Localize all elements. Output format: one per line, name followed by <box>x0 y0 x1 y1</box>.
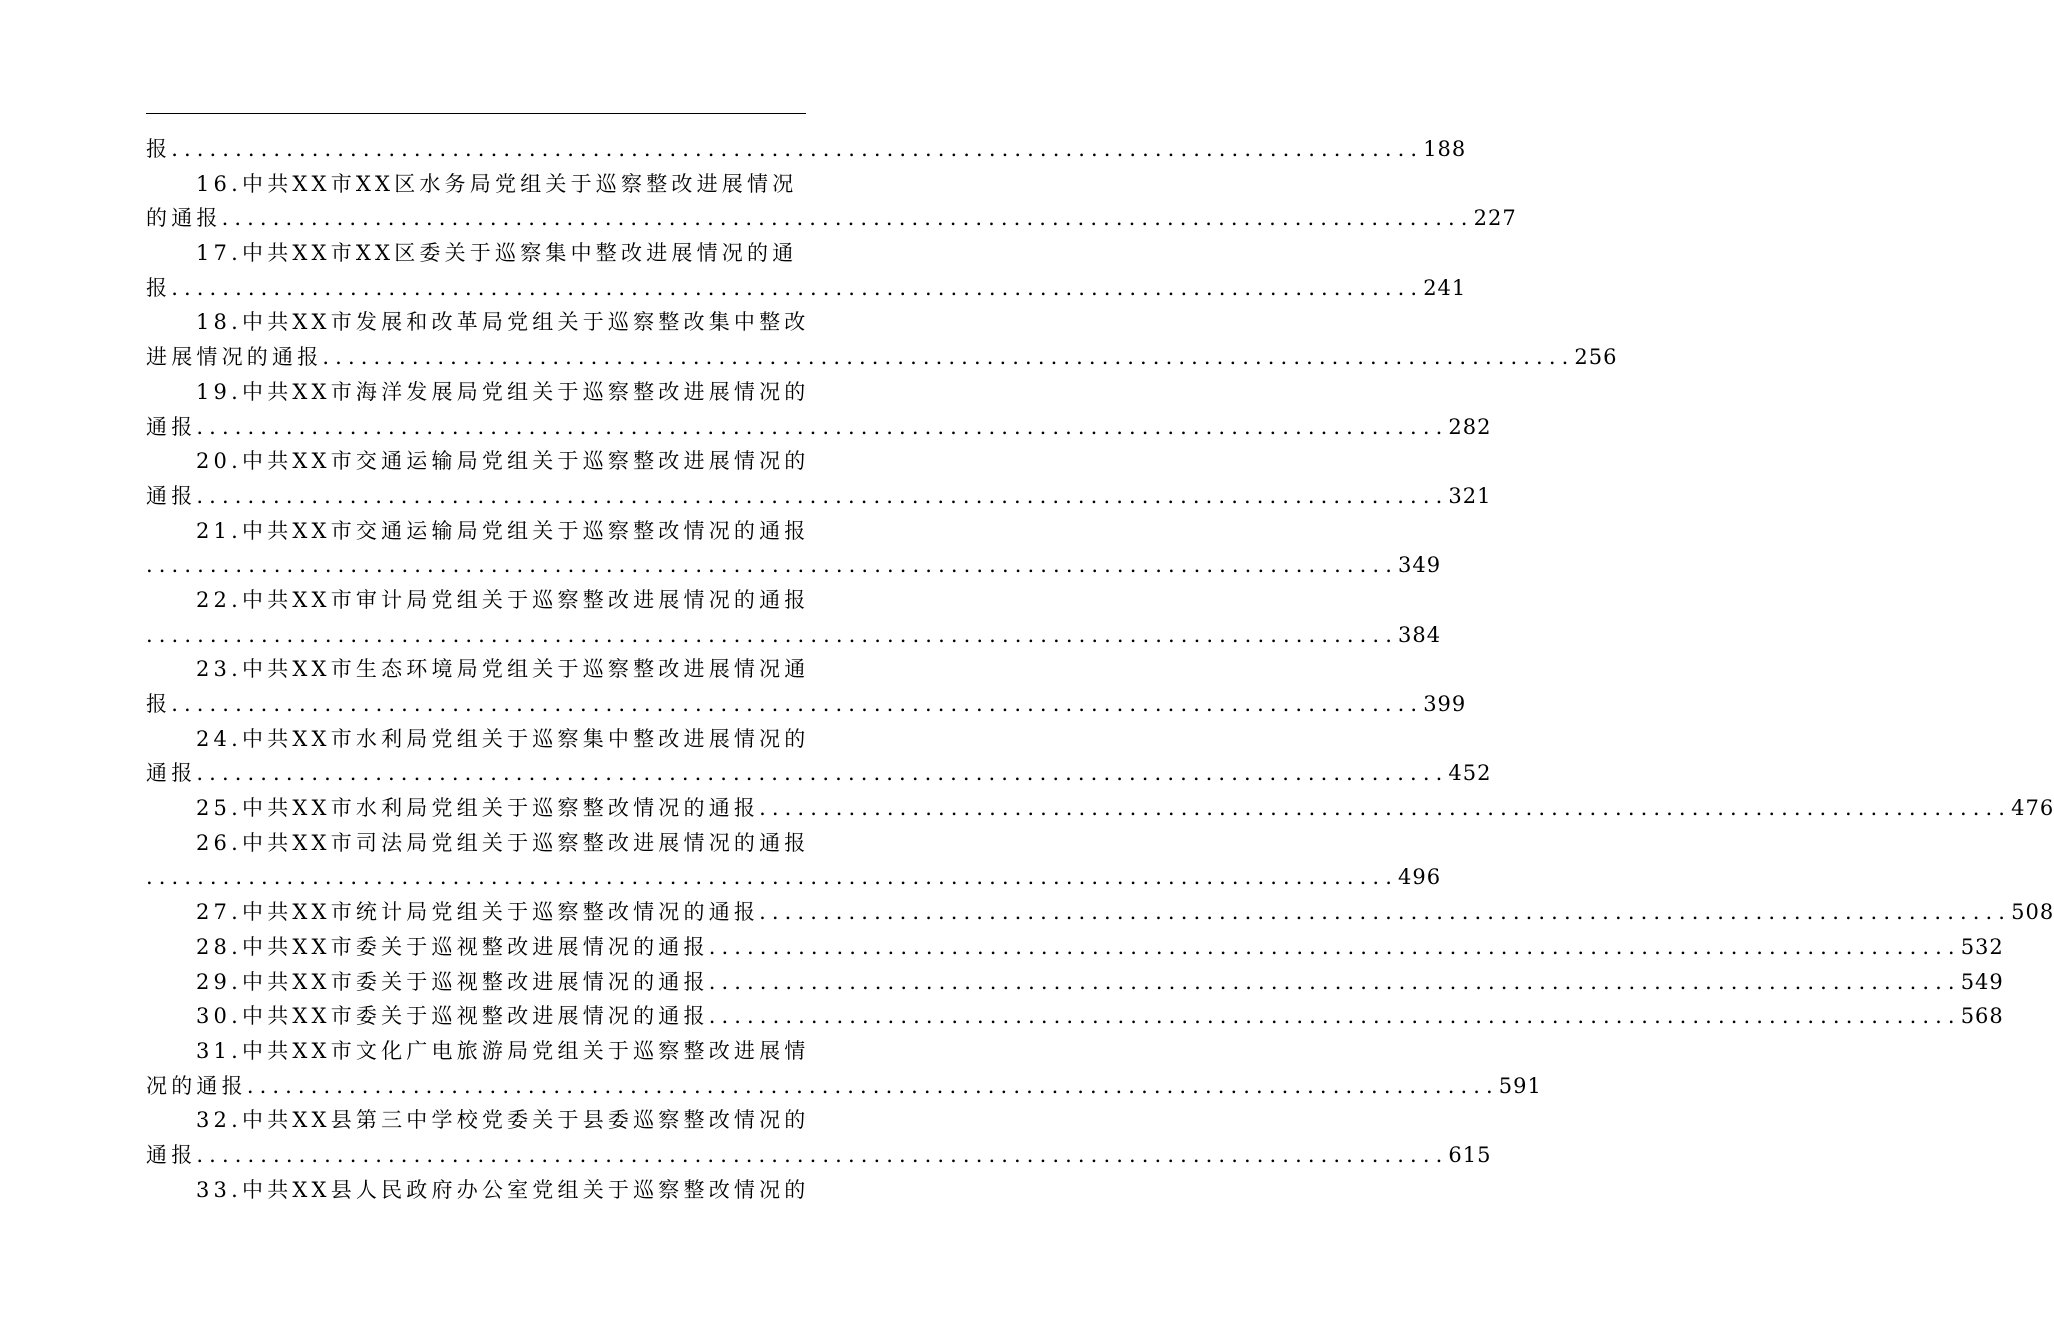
toc-leader-dots: .................................................................................................. <box>708 969 1961 994</box>
toc-entry-line <box>146 999 2004 1034</box>
toc-leader-dots: .................................................................................................. <box>196 414 1449 439</box>
toc-leader-dots: .................................................................................................. <box>146 553 1398 578</box>
toc-page-number: 384 <box>1397 622 1442 647</box>
toc-entry-line <box>146 410 1492 445</box>
toc-entry-line <box>146 895 2054 930</box>
toc-leader-dots: .................................................................................................. <box>708 1004 1961 1029</box>
toc-leader-dots: .................................................................................................. <box>171 137 1424 161</box>
toc-entry-title <box>146 514 810 549</box>
toc-entry-line <box>146 479 1492 514</box>
toc-entry-title <box>146 167 806 202</box>
toc-entry-line <box>146 756 1492 791</box>
toc-leader-dots: .................................................................................................. <box>759 900 2012 925</box>
toc-entry-title <box>146 722 810 757</box>
toc-leader-dots: .................................................................................................. <box>171 692 1424 716</box>
toc-page-number: 532 <box>1960 934 2004 959</box>
toc-entry-text: 报 <box>146 275 172 300</box>
toc-leader-dots: .................................................................................................. <box>196 1142 1449 1167</box>
toc-entry-line <box>146 618 1442 653</box>
toc-page-number: 615 <box>1448 1142 1492 1167</box>
toc-page-number: 227 <box>1473 206 1517 231</box>
toc-page-number: 508 <box>2011 900 2054 925</box>
toc-entry-text: 通报 <box>146 414 197 439</box>
toc-entry-text: 16.中共XX市XX区水务局党组关于巡察整改进展情况 <box>196 171 798 196</box>
header-rule <box>146 113 806 114</box>
toc-entry-line <box>146 548 1442 583</box>
toc-entry-text: 通报 <box>146 1142 197 1167</box>
toc-entry-text: 21.中共XX市交通运输局党组关于巡察整改情况的通报 <box>196 518 810 543</box>
toc-entry-title <box>146 236 806 271</box>
toc-entry-title <box>146 1034 810 1069</box>
toc-entry-text: 报 <box>146 137 172 161</box>
toc-entry-text: 23.中共XX市生态环境局党组关于巡察整改进展情况通 <box>196 657 810 682</box>
toc-entry-text: 31.中共XX市文化广电旅游局党组关于巡察整改进展情 <box>196 1038 810 1063</box>
toc-entry-text: 26.中共XX市司法局党组关于巡察整改进展情况的通报 <box>196 830 810 855</box>
toc-entry-line <box>146 860 1442 895</box>
toc-leader-dots: .................................................................................................. <box>196 761 1449 786</box>
toc-entry-text: 28.中共XX市委关于巡视整改进展情况的通报 <box>196 934 709 959</box>
toc-entry-text: 25.中共XX市水利局党组关于巡察整改情况的通报 <box>196 796 760 821</box>
toc-page-number: 476 <box>2011 796 2054 821</box>
toc-entry-text: 进展情况的通报 <box>146 345 323 370</box>
toc-entry-text: 22.中共XX市审计局党组关于巡察整改进展情况的通报 <box>196 587 810 612</box>
toc-entry-title <box>146 1173 810 1208</box>
toc-leader-dots: .................................................................................................. <box>246 1073 1499 1098</box>
toc-leader-dots: .................................................................................................. <box>759 796 2012 821</box>
toc-page-number: 549 <box>1960 969 2004 994</box>
toc-entry-title <box>146 583 810 618</box>
toc-entry-line <box>146 1138 1492 1173</box>
toc-page-number: 591 <box>1498 1073 1542 1098</box>
toc-leader-dots: .................................................................................................. <box>146 865 1398 890</box>
toc-leader-dots: .................................................................................................. <box>146 622 1398 647</box>
toc-entry-line <box>146 1069 1542 1104</box>
toc-entry-text: 报 <box>146 692 172 716</box>
toc-page-number: 321 <box>1448 483 1492 508</box>
toc-leader-dots: .................................................................................................. <box>221 206 1474 231</box>
toc-leader-dots: .................................................................................................. <box>708 934 1961 959</box>
toc-leader-dots: .................................................................................................. <box>171 275 1424 300</box>
toc-entry-title <box>146 305 810 340</box>
toc-page-number: 452 <box>1448 761 1492 786</box>
toc-page-number: 399 <box>1423 692 1467 716</box>
toc-entry-line <box>146 965 2004 1000</box>
toc-entry-line <box>146 340 1618 375</box>
toc-page-number: 496 <box>1397 865 1442 890</box>
toc-entry-text: 19.中共XX市海洋发展局党组关于巡察整改进展情况的 <box>196 379 810 404</box>
toc-page-number: 568 <box>1960 1004 2004 1029</box>
toc-entry-text: 33.中共XX县人民政府办公室党组关于巡察整改情况的 <box>196 1177 810 1202</box>
toc-entry-text: 29.中共XX市委关于巡视整改进展情况的通报 <box>196 969 709 994</box>
toc-entry-text: 24.中共XX市水利局党组关于巡察集中整改进展情况的 <box>196 726 810 751</box>
toc-entry-title <box>146 826 810 861</box>
toc-entry-text: 18.中共XX市发展和改革局党组关于巡察整改集中整改 <box>196 310 810 335</box>
toc-entry-text: 况的通报 <box>146 1073 247 1098</box>
toc-entry-text: 30.中共XX市委关于巡视整改进展情况的通报 <box>196 1004 709 1029</box>
toc-entry-line <box>146 930 2004 965</box>
toc-entry-text: 通报 <box>146 483 197 508</box>
toc-entry-line <box>146 271 1467 306</box>
toc-page-number: 256 <box>1574 345 1618 370</box>
toc-entry-line <box>146 201 1517 236</box>
table-of-contents <box>146 132 2054 1207</box>
toc-entry-line <box>146 687 1467 722</box>
toc-entry-text: 32.中共XX县第三中学校党委关于县委巡察整改情况的 <box>196 1108 810 1133</box>
toc-entry-title <box>146 444 810 479</box>
toc-entry-title <box>146 652 810 687</box>
toc-entry-text: 的通报 <box>146 206 222 231</box>
toc-leader-dots: .................................................................................................. <box>196 483 1449 508</box>
toc-entry-text: 通报 <box>146 761 197 786</box>
toc-entry-title <box>146 375 810 410</box>
toc-leader-dots: .................................................................................................. <box>322 345 1575 370</box>
toc-page-number: 282 <box>1448 414 1492 439</box>
toc-page-number: 241 <box>1423 275 1467 300</box>
toc-entry-title <box>146 1103 810 1138</box>
toc-entry-text: 17.中共XX市XX区委关于巡察集中整改进展情况的通 <box>196 241 798 266</box>
toc-entry-text: 27.中共XX市统计局党组关于巡察整改情况的通报 <box>196 900 760 925</box>
toc-entry-line <box>146 132 1467 167</box>
toc-page-number: 349 <box>1397 553 1442 578</box>
toc-entry-line <box>146 791 2054 826</box>
toc-entry-text: 20.中共XX市交通运输局党组关于巡察整改进展情况的 <box>196 449 810 474</box>
toc-page-number: 188 <box>1423 137 1467 161</box>
